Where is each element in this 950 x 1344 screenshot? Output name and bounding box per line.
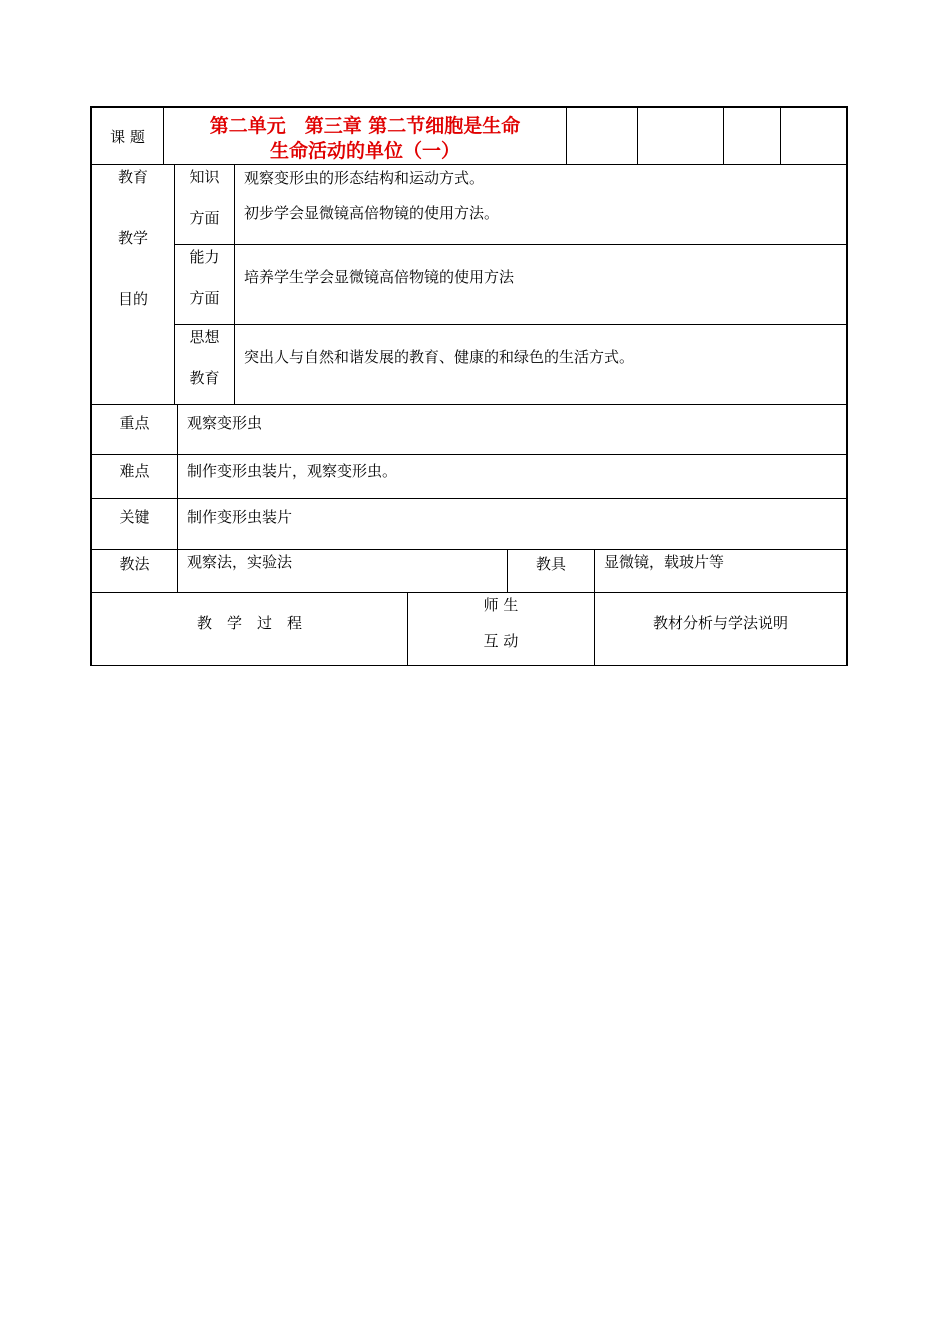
row-divider xyxy=(92,164,846,165)
method-text: 观察法，实验法 xyxy=(187,553,293,571)
col-divider xyxy=(723,108,724,164)
method-label: 教法 xyxy=(119,555,150,573)
table-border-top xyxy=(90,106,848,108)
row-divider xyxy=(92,454,846,455)
interaction-header-2: 互 动 xyxy=(483,632,519,650)
objectives-label-1: 教育 xyxy=(117,168,148,186)
col-divider xyxy=(234,164,235,404)
interaction-header-1: 师 生 xyxy=(483,596,519,614)
analysis-header: 教材分析与学法说明 xyxy=(652,614,788,632)
row-divider xyxy=(92,549,846,550)
ideology-label-2: 教育 xyxy=(189,369,220,387)
row-divider xyxy=(92,665,846,666)
row-divider xyxy=(92,404,846,405)
table-border-right xyxy=(846,106,848,666)
row-divider xyxy=(174,324,846,325)
row-divider xyxy=(92,498,846,499)
ideology-text: 突出人与自然和谐发展的教育、健康的和绿色的生活方式。 xyxy=(244,348,635,366)
lesson-title-line2: 生命活动的单位（一） xyxy=(269,140,460,162)
col-divider xyxy=(177,404,178,592)
objectives-label-2: 教学 xyxy=(117,229,148,247)
key-label: 关键 xyxy=(119,508,150,526)
topic-label: 课 题 xyxy=(110,128,145,146)
ability-label-1: 能力 xyxy=(189,248,220,266)
knowledge-label-2: 方面 xyxy=(189,209,220,227)
objectives-label-3: 目的 xyxy=(117,290,148,308)
difficulty-text: 制作变形虫装片，观察变形虫。 xyxy=(187,462,398,480)
col-divider xyxy=(594,549,595,592)
key-point-label: 重点 xyxy=(119,414,150,432)
ability-text: 培养学生学会显微镜高倍物镜的使用方法 xyxy=(244,268,515,286)
table-border-left xyxy=(90,106,92,666)
difficulty-label: 难点 xyxy=(119,462,150,480)
col-divider xyxy=(566,108,567,164)
key-point-text: 观察变形虫 xyxy=(187,414,263,432)
lesson-plan-table xyxy=(90,106,848,666)
tools-text: 显微镜，载玻片等 xyxy=(604,553,725,571)
row-divider xyxy=(174,244,846,245)
row-divider xyxy=(92,592,846,593)
teaching-process-header: 教 学 过 程 xyxy=(196,614,302,632)
ability-label-2: 方面 xyxy=(189,289,220,307)
tools-label: 教具 xyxy=(535,555,566,573)
key-text: 制作变形虫装片 xyxy=(187,508,293,526)
knowledge-label-1: 知识 xyxy=(189,168,220,186)
ideology-label-1: 思想 xyxy=(189,328,220,346)
lesson-title-line1: 第二单元 第三章 第二节细胞是生命 xyxy=(209,115,521,137)
knowledge-item-2: 初步学会显微镜高倍物镜的使用方法。 xyxy=(244,204,500,222)
knowledge-item-1: 观察变形虫的形态结构和运动方式。 xyxy=(244,169,485,187)
col-divider xyxy=(780,108,781,164)
col-divider xyxy=(637,108,638,164)
